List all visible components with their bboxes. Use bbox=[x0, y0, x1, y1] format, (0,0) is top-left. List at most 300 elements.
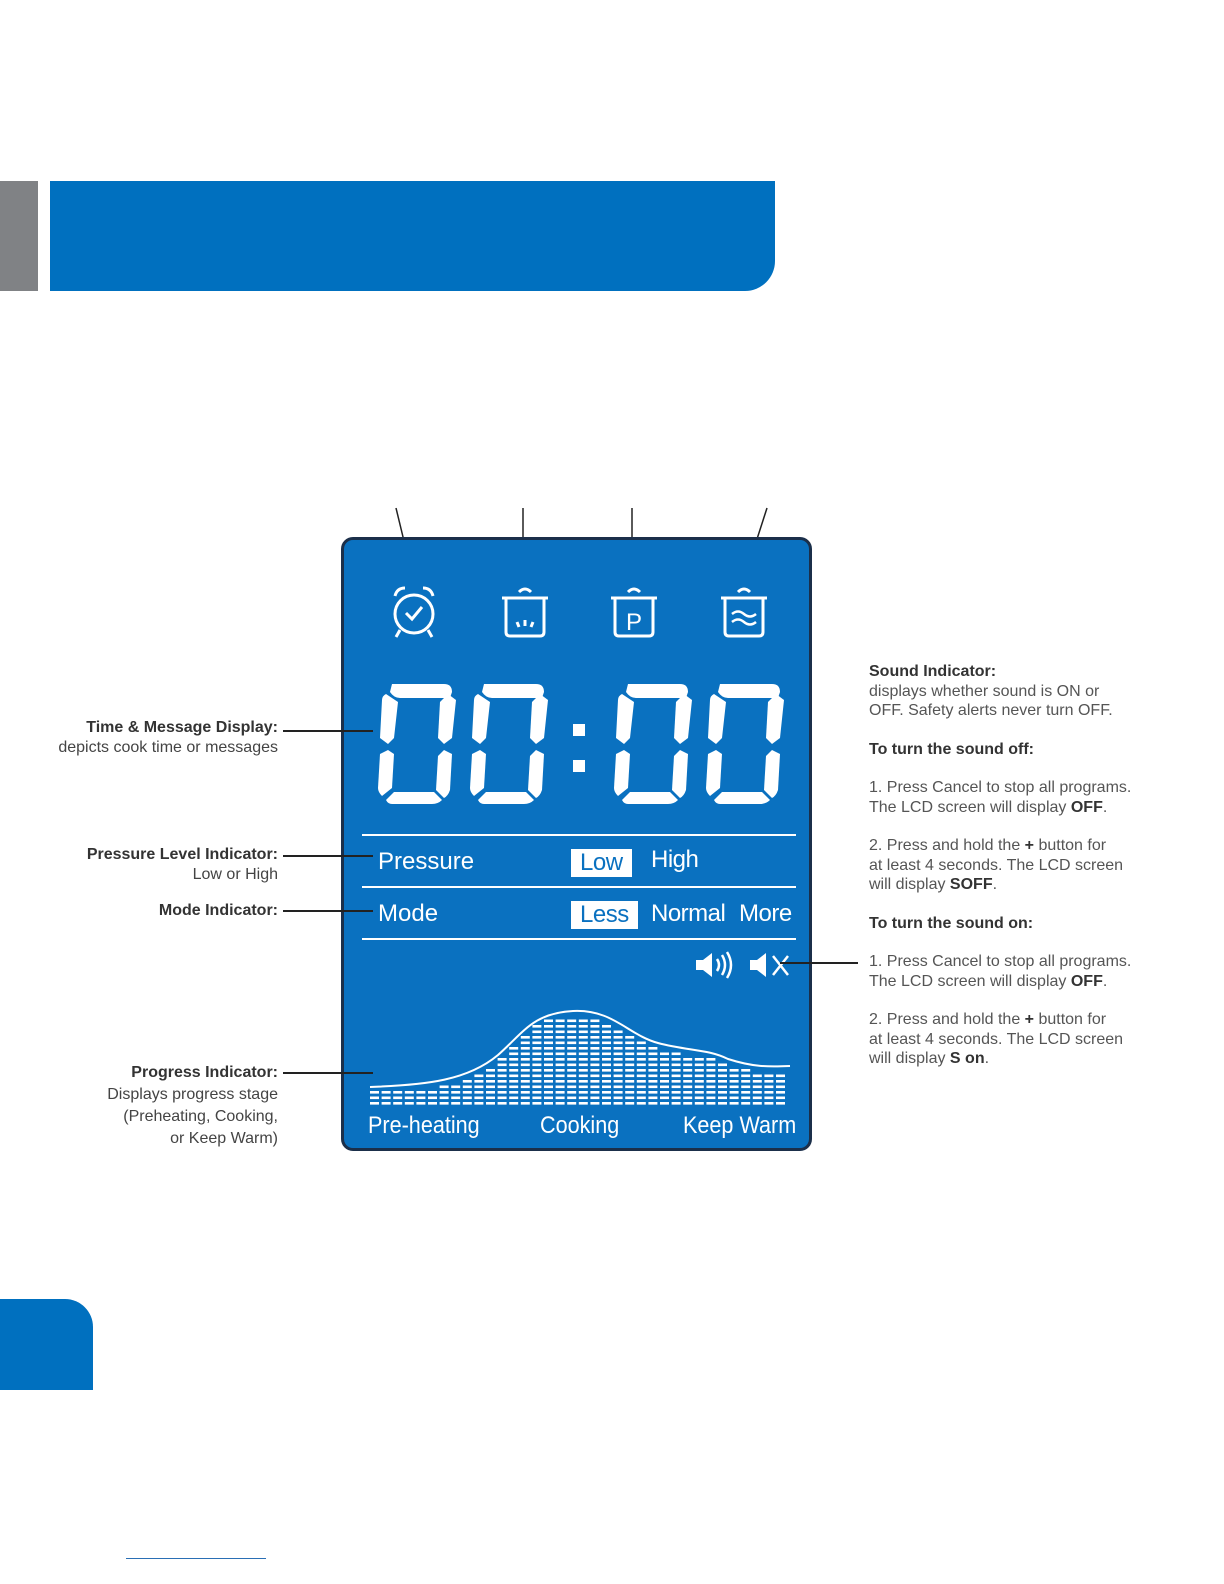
progress-callout-line1: Displays progress stage bbox=[107, 1086, 278, 1103]
progress-bar-segment bbox=[474, 1102, 483, 1105]
progress-bar-segment bbox=[567, 1069, 576, 1072]
progress-bar-segment bbox=[486, 1091, 495, 1094]
on-step1-line2: The LCD screen will display OFF. bbox=[869, 972, 1108, 990]
progress-bar-segment bbox=[567, 1075, 576, 1078]
progress-bar-segment bbox=[706, 1069, 715, 1072]
progress-bar-segment bbox=[532, 1025, 541, 1028]
stage-keep-warm: Keep Warm bbox=[683, 1112, 797, 1139]
lcd-display bbox=[341, 537, 812, 1151]
progress-bar-segment bbox=[683, 1058, 692, 1061]
progress-bar-segment bbox=[556, 1053, 565, 1056]
page-number-tab bbox=[0, 1299, 93, 1390]
progress-bar-segment bbox=[544, 1102, 553, 1105]
progress-bar-segment bbox=[567, 1047, 576, 1050]
progress-bar-segment bbox=[730, 1086, 739, 1089]
progress-bar-segment bbox=[730, 1069, 739, 1072]
progress-bar-segment bbox=[498, 1058, 507, 1061]
progress-bar-segment bbox=[579, 1064, 588, 1067]
progress-bar-segment bbox=[764, 1075, 773, 1078]
progress-bar-segment bbox=[695, 1069, 704, 1072]
progress-bar-segment bbox=[718, 1086, 727, 1089]
progress-bar-segment bbox=[544, 1053, 553, 1056]
progress-bar-segment bbox=[440, 1086, 449, 1089]
progress-bar-segment bbox=[509, 1075, 518, 1078]
progress-bar-segment bbox=[614, 1086, 623, 1089]
progress-bar-segment bbox=[648, 1053, 657, 1056]
progress-bar-segment bbox=[590, 1097, 599, 1100]
on-step2-line3: will display S on. bbox=[869, 1050, 990, 1067]
progress-bar-segment bbox=[486, 1069, 495, 1072]
sound-on-heading: To turn the sound on: bbox=[869, 914, 1034, 932]
progress-bar-segment bbox=[706, 1102, 715, 1105]
progress-bar-segment bbox=[683, 1069, 692, 1072]
progress-bar-segment bbox=[602, 1086, 611, 1089]
progress-bar-segment bbox=[567, 1053, 576, 1056]
progress-bar-segment bbox=[579, 1097, 588, 1100]
progress-bar-segment bbox=[440, 1091, 449, 1094]
progress-bar-segment bbox=[683, 1075, 692, 1078]
progress-bar-segment bbox=[683, 1097, 692, 1100]
progress-bar-segment bbox=[486, 1075, 495, 1078]
progress-bar-segment bbox=[672, 1064, 681, 1067]
progress-bar-segment bbox=[764, 1091, 773, 1094]
progress-bar-segment bbox=[521, 1069, 530, 1072]
progress-bar-segment bbox=[602, 1080, 611, 1083]
divider-2 bbox=[362, 886, 796, 888]
progress-bar-segment bbox=[556, 1069, 565, 1072]
progress-bar-segment bbox=[532, 1047, 541, 1050]
progress-bar-segment bbox=[730, 1075, 739, 1078]
progress-bar-segment bbox=[567, 1025, 576, 1028]
off-step2-line3: will display SOFF. bbox=[869, 876, 998, 893]
progress-bar-segment bbox=[556, 1020, 565, 1023]
progress-bar-segment bbox=[602, 1058, 611, 1061]
progress-bar-segment bbox=[706, 1075, 715, 1078]
progress-bar-segment bbox=[579, 1031, 588, 1034]
digit-2 bbox=[470, 684, 548, 804]
progress-bar-segment bbox=[451, 1102, 460, 1105]
sound-notes bbox=[869, 662, 1169, 1069]
progress-bar-segment bbox=[521, 1091, 530, 1094]
progress-bar-segment bbox=[521, 1064, 530, 1067]
progress-bar-segment bbox=[672, 1053, 681, 1056]
stage-cooking: Cooking bbox=[540, 1112, 620, 1139]
progress-bar-segment bbox=[753, 1080, 762, 1083]
progress-bar-segment bbox=[556, 1025, 565, 1028]
progress-bar-segment bbox=[579, 1102, 588, 1105]
speaker-on-icon bbox=[694, 950, 736, 980]
mode-label: Mode bbox=[378, 900, 439, 927]
progress-bar-segment bbox=[672, 1058, 681, 1061]
progress-bar-segment bbox=[579, 1058, 588, 1061]
progress-bar-segment bbox=[683, 1091, 692, 1094]
time-callout bbox=[20, 718, 278, 758]
colon-top bbox=[573, 724, 585, 736]
on-step2-line2: at least 4 seconds. The LCD screen bbox=[869, 1030, 1124, 1048]
progress-bar-segment bbox=[532, 1064, 541, 1067]
progress-bar-segment bbox=[590, 1020, 599, 1023]
progress-bar-segment bbox=[602, 1025, 611, 1028]
on-step2-line1: 2. Press and hold the + button for bbox=[869, 1011, 1107, 1028]
progress-bar-segment bbox=[544, 1058, 553, 1061]
on-step1-value: OFF bbox=[1070, 972, 1103, 990]
off-step1-a: 1. Press Cancel to stop all programs. bbox=[869, 779, 1132, 796]
progress-bar-segment bbox=[556, 1042, 565, 1045]
progress-bar-segment bbox=[474, 1080, 483, 1083]
progress-bar-segment bbox=[637, 1047, 646, 1050]
progress-bar-segment bbox=[648, 1086, 657, 1089]
progress-bar-segment bbox=[625, 1091, 634, 1094]
progress-bar-segment bbox=[672, 1069, 681, 1072]
progress-bar-segment bbox=[648, 1069, 657, 1072]
progress-bar-segment bbox=[579, 1020, 588, 1023]
progress-bar-segment bbox=[602, 1031, 611, 1034]
progress-bar-segment bbox=[695, 1075, 704, 1078]
progress-bar-segment bbox=[544, 1047, 553, 1050]
off-step2-line2: at least 4 seconds. The LCD screen bbox=[869, 856, 1124, 874]
progress-bar-segment bbox=[660, 1058, 669, 1061]
progress-bar-segment bbox=[498, 1086, 507, 1089]
progress-bar-segment bbox=[718, 1069, 727, 1072]
sound-off-heading: To turn the sound off: bbox=[869, 740, 1034, 758]
progress-bar-segment bbox=[590, 1058, 599, 1061]
progress-bar-segment bbox=[567, 1020, 576, 1023]
progress-bar-segment bbox=[683, 1064, 692, 1067]
time-value: 00:00 bbox=[374, 680, 377, 681]
progress-bar-segment bbox=[579, 1036, 588, 1039]
pressure-callout-desc: Low or High bbox=[192, 866, 278, 883]
progress-bar-segment bbox=[741, 1080, 750, 1083]
progress-bar-segment bbox=[579, 1086, 588, 1089]
progress-bar-segment bbox=[486, 1102, 495, 1105]
progress-bar-segment bbox=[567, 1036, 576, 1039]
progress-bar-segment bbox=[718, 1091, 727, 1094]
progress-bar-segment bbox=[695, 1064, 704, 1067]
header-banner bbox=[50, 181, 775, 291]
progress-bar-segment bbox=[532, 1053, 541, 1056]
progress-bar-segment bbox=[567, 1031, 576, 1034]
progress-bar-segment bbox=[532, 1036, 541, 1039]
pressure-label: Pressure bbox=[378, 848, 475, 875]
progress-bar-segment bbox=[625, 1042, 634, 1045]
progress-bar-segment bbox=[567, 1102, 576, 1105]
progress-bar-segment bbox=[637, 1097, 646, 1100]
pressure-icon-letter: P bbox=[625, 609, 643, 636]
progress-bar-segment bbox=[776, 1075, 785, 1078]
time-callout-desc: depicts cook time or messages bbox=[58, 739, 278, 756]
progress-bar-segment bbox=[486, 1086, 495, 1089]
progress-bar-segment bbox=[521, 1097, 530, 1100]
progress-bar-segment bbox=[474, 1075, 483, 1078]
progress-bar-segment bbox=[672, 1080, 681, 1083]
progress-bar-segment bbox=[544, 1020, 553, 1023]
progress-bar-segment bbox=[579, 1069, 588, 1072]
progress-bar-segment bbox=[590, 1080, 599, 1083]
digit-4 bbox=[706, 684, 784, 804]
progress-bar-segment bbox=[556, 1075, 565, 1078]
progress-bar-segment bbox=[486, 1097, 495, 1100]
progress-bar-segment bbox=[730, 1080, 739, 1083]
progress-bar-segment bbox=[521, 1047, 530, 1050]
progress-bar-segment bbox=[590, 1053, 599, 1056]
progress-callout-line3: or Keep Warm) bbox=[170, 1130, 278, 1147]
progress-bar-segment bbox=[509, 1086, 518, 1089]
off-step2-value: SOFF bbox=[949, 876, 993, 893]
mode-callout-title: Mode Indicator: bbox=[158, 902, 278, 919]
progress-bar-segment bbox=[509, 1053, 518, 1056]
progress-bar-segment bbox=[706, 1091, 715, 1094]
progress-bar-segment bbox=[637, 1064, 646, 1067]
progress-bar-segment bbox=[556, 1086, 565, 1089]
pressure-callout-title: Pressure Level Indicator: bbox=[86, 846, 278, 863]
progress-bar-segment bbox=[590, 1042, 599, 1045]
progress-bar-segment bbox=[579, 1042, 588, 1045]
progress-bar-segment bbox=[741, 1102, 750, 1105]
section-gray-tab bbox=[0, 181, 38, 291]
mode-option-less: Less bbox=[571, 901, 638, 929]
progress-bar-segment bbox=[451, 1086, 460, 1089]
progress-bar-segment bbox=[614, 1069, 623, 1072]
progress-bar-segment bbox=[544, 1097, 553, 1100]
progress-bar-segment bbox=[474, 1091, 483, 1094]
progress-bar-segment bbox=[602, 1097, 611, 1100]
progress-bar-segment bbox=[625, 1102, 634, 1105]
progress-bar-segment bbox=[440, 1097, 449, 1100]
footnote-rule bbox=[126, 1558, 266, 1559]
plus-symbol: + bbox=[1024, 837, 1034, 854]
progress-bar-segment bbox=[532, 1031, 541, 1034]
progress-bar-segment bbox=[556, 1064, 565, 1067]
progress-bar-segment bbox=[498, 1075, 507, 1078]
progress-callout-title: Progress Indicator: bbox=[131, 1064, 278, 1081]
progress-bar-segment bbox=[718, 1102, 727, 1105]
progress-bar-segment bbox=[521, 1080, 530, 1083]
progress-bar-segment bbox=[614, 1075, 623, 1078]
progress-bar-segment bbox=[416, 1091, 425, 1094]
progress-bar-segment bbox=[730, 1097, 739, 1100]
progress-bar-segment bbox=[753, 1102, 762, 1105]
progress-bar-segment bbox=[579, 1053, 588, 1056]
pressure-option-low: Low bbox=[571, 849, 632, 877]
progress-bar-segment bbox=[509, 1102, 518, 1105]
progress-callout-line2: (Preheating, Cooking, bbox=[123, 1108, 278, 1125]
progress-bar-segment bbox=[393, 1091, 402, 1094]
progress-bar-segment bbox=[695, 1102, 704, 1105]
progress-bar-segment bbox=[509, 1097, 518, 1100]
mode-leader bbox=[283, 910, 373, 912]
progress-bar-segment bbox=[602, 1064, 611, 1067]
progress-bar-segment bbox=[556, 1102, 565, 1105]
progress-bar-segment bbox=[405, 1091, 414, 1094]
progress-bar-segment bbox=[706, 1080, 715, 1083]
progress-bar-segment bbox=[463, 1080, 472, 1083]
progress-bar-segment bbox=[590, 1047, 599, 1050]
progress-bar-segment bbox=[567, 1064, 576, 1067]
progress-bar-segment bbox=[637, 1069, 646, 1072]
progress-bar-segment bbox=[753, 1086, 762, 1089]
progress-bar-segment bbox=[718, 1097, 727, 1100]
progress-bar-segment bbox=[648, 1058, 657, 1061]
progress-bar-segment bbox=[544, 1091, 553, 1094]
progress-bar-segment bbox=[532, 1058, 541, 1061]
progress-bar-segment bbox=[521, 1102, 530, 1105]
progress-bar-segment bbox=[614, 1042, 623, 1045]
progress-bar-segment bbox=[672, 1102, 681, 1105]
progress-graph bbox=[368, 1005, 794, 1110]
divider-3 bbox=[362, 938, 796, 940]
progress-bar-segment bbox=[532, 1075, 541, 1078]
progress-bar-segment bbox=[521, 1053, 530, 1056]
progress-bar-segment bbox=[718, 1075, 727, 1078]
plus-symbol-2: + bbox=[1024, 1011, 1034, 1028]
off-step1-value: OFF bbox=[1070, 798, 1103, 816]
sound-desc-1: displays whether sound is ON or bbox=[869, 682, 1100, 700]
progress-bar-segment bbox=[393, 1102, 402, 1105]
progress-bar-segment bbox=[718, 1064, 727, 1067]
progress-bar-segment bbox=[532, 1042, 541, 1045]
progress-bar-segment bbox=[660, 1091, 669, 1094]
progress-bar-segment bbox=[532, 1091, 541, 1094]
sound-leader bbox=[780, 962, 858, 964]
progress-bar-segment bbox=[776, 1080, 785, 1083]
progress-bar-segment bbox=[498, 1064, 507, 1067]
progress-bar-segment bbox=[602, 1053, 611, 1056]
mode-callout bbox=[20, 901, 278, 921]
progress-bar-segment bbox=[521, 1075, 530, 1078]
progress-bar-segment bbox=[451, 1091, 460, 1094]
progress-bar-segment bbox=[405, 1102, 414, 1105]
progress-bar-segment bbox=[637, 1053, 646, 1056]
progress-bar-segment bbox=[660, 1086, 669, 1089]
progress-bar-segment bbox=[625, 1075, 634, 1078]
progress-bar-segment bbox=[660, 1102, 669, 1105]
progress-bar-segment bbox=[625, 1058, 634, 1061]
progress-bar-segment bbox=[602, 1069, 611, 1072]
progress-bar-segment bbox=[463, 1086, 472, 1089]
progress-bar-segment bbox=[509, 1080, 518, 1083]
progress-bar-segment bbox=[509, 1091, 518, 1094]
progress-bar-segment bbox=[428, 1097, 437, 1100]
progress-bar-segment bbox=[614, 1102, 623, 1105]
progress-bar-segment bbox=[498, 1069, 507, 1072]
progress-bar-segment bbox=[370, 1097, 379, 1100]
progress-bar-segment bbox=[672, 1091, 681, 1094]
progress-bar-segment bbox=[764, 1080, 773, 1083]
progress-bar-segment bbox=[532, 1080, 541, 1083]
progress-bar-segment bbox=[590, 1086, 599, 1089]
progress-bar-segment bbox=[544, 1086, 553, 1089]
off-step1-line2: The LCD screen will display OFF. bbox=[869, 798, 1108, 816]
progress-bar-segment bbox=[625, 1047, 634, 1050]
progress-bar-segment bbox=[614, 1053, 623, 1056]
progress-bar-segment bbox=[695, 1086, 704, 1089]
progress-bar-segment bbox=[602, 1075, 611, 1078]
progress-bar-segment bbox=[590, 1075, 599, 1078]
progress-bar-segment bbox=[648, 1075, 657, 1078]
alarm-clock-icon bbox=[389, 584, 439, 640]
progress-bar-segment bbox=[625, 1080, 634, 1083]
progress-bar-segment bbox=[648, 1091, 657, 1094]
progress-bar-segment bbox=[370, 1102, 379, 1105]
progress-bar-segment bbox=[382, 1102, 391, 1105]
progress-bar-segment bbox=[695, 1091, 704, 1094]
off-step2-line1: 2. Press and hold the + button for bbox=[869, 837, 1107, 854]
progress-bar-segment bbox=[567, 1097, 576, 1100]
progress-bar-segment bbox=[660, 1069, 669, 1072]
progress-bar-segment bbox=[648, 1097, 657, 1100]
progress-bar-segment bbox=[683, 1086, 692, 1089]
progress-bar-segment bbox=[544, 1042, 553, 1045]
progress-bar-segment bbox=[706, 1097, 715, 1100]
progress-bar-segment bbox=[753, 1075, 762, 1078]
progress-bar-segment bbox=[706, 1064, 715, 1067]
progress-bar-segment bbox=[590, 1091, 599, 1094]
progress-bar-segment bbox=[579, 1025, 588, 1028]
progress-bar-segment bbox=[695, 1080, 704, 1083]
progress-bar-segment bbox=[776, 1102, 785, 1105]
progress-bar-segment bbox=[648, 1102, 657, 1105]
progress-bar-segment bbox=[637, 1086, 646, 1089]
pot-warm-icon bbox=[716, 584, 772, 640]
progress-bar-segment bbox=[509, 1058, 518, 1061]
progress-bar-segment bbox=[382, 1097, 391, 1100]
pressure-callout bbox=[20, 845, 278, 885]
progress-bar-segment bbox=[544, 1075, 553, 1078]
progress-bar-segment bbox=[764, 1097, 773, 1100]
progress-bar-segment bbox=[741, 1091, 750, 1094]
progress-bar-segment bbox=[741, 1069, 750, 1072]
digit-1 bbox=[378, 684, 456, 804]
progress-bar-segment bbox=[486, 1080, 495, 1083]
progress-bar-segment bbox=[590, 1069, 599, 1072]
progress-bar-segment bbox=[579, 1080, 588, 1083]
progress-bar-segment bbox=[498, 1102, 507, 1105]
progress-bar-segment bbox=[741, 1097, 750, 1100]
progress-bar-segment bbox=[556, 1097, 565, 1100]
progress-bar-segment bbox=[602, 1102, 611, 1105]
progress-bar-segment bbox=[625, 1053, 634, 1056]
colon-bottom bbox=[573, 760, 585, 772]
progress-bar-segment bbox=[567, 1091, 576, 1094]
progress-bar-segment bbox=[509, 1064, 518, 1067]
progress-bar-segment bbox=[776, 1097, 785, 1100]
progress-bar-segment bbox=[625, 1069, 634, 1072]
progress-bar-segment bbox=[625, 1036, 634, 1039]
stage-preheating: Pre-heating bbox=[368, 1112, 480, 1139]
progress-bar-segment bbox=[544, 1025, 553, 1028]
progress-bar-segment bbox=[567, 1086, 576, 1089]
progress-bar-segment bbox=[521, 1042, 530, 1045]
progress-bar-segment bbox=[648, 1064, 657, 1067]
progress-bar-segment bbox=[567, 1058, 576, 1061]
progress-bar-segment bbox=[602, 1036, 611, 1039]
progress-bar-segment bbox=[474, 1086, 483, 1089]
progress-bar-segment bbox=[683, 1102, 692, 1105]
progress-leader bbox=[283, 1072, 373, 1074]
progress-bar-segment bbox=[614, 1097, 623, 1100]
on-step1-a: 1. Press Cancel to stop all programs. bbox=[869, 953, 1132, 970]
progress-bar-segment bbox=[544, 1080, 553, 1083]
progress-bar-segment bbox=[602, 1091, 611, 1094]
progress-bar-segment bbox=[370, 1091, 379, 1094]
pot-steam-icon bbox=[497, 584, 553, 640]
time-display bbox=[374, 680, 794, 810]
progress-bar-segment bbox=[463, 1097, 472, 1100]
progress-bar-segment bbox=[509, 1047, 518, 1050]
speaker-mute-icon bbox=[748, 950, 792, 980]
progress-bar-segment bbox=[660, 1075, 669, 1078]
progress-bar-segment bbox=[556, 1036, 565, 1039]
